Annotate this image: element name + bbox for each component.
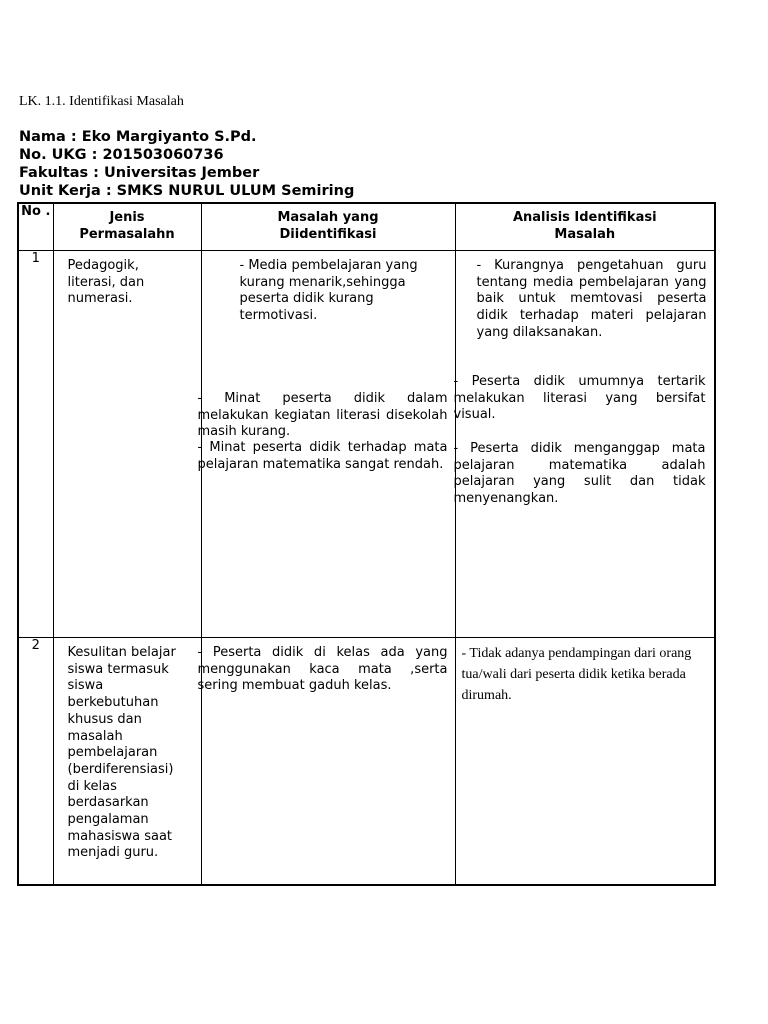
table-row [18,638,715,886]
masalah-cell [197,638,455,886]
header-masalah-text: Masalah yang Diidentifikasi [277,210,379,242]
masalah-item: - Minat peserta didik dalam melakukan kegiatan literasi disekolah masih kurang. [197,391,448,440]
worksheet-title: LK. 1.1. Identifikasi Masalah [19,94,184,109]
analisis-item: - Peserta didik umumnya tertarik melakukan literasi yang bersifat visual. [453,374,706,423]
analisis-cell [455,251,715,638]
masalah-item: - Minat peserta didik terhadap mata pelajaran matematika sangat rendah. [197,440,448,472]
masalah-cell [197,251,455,638]
table-row [18,251,715,638]
masalah-item: - Peserta didik di kelas ada yang menggunakan kaca mata ,serta sering membuat gaduh kelas. [197,645,448,694]
jenis-text: Pedagogik, literasi, dan numerasi. [67,258,145,307]
identity-block [19,128,354,200]
unit-kerja-line: Unit Kerja : SMKS NURUL ULUM Semiring [19,183,355,199]
analisis-item: - Kurangnya pengetahuan guru tentang media pembelajaran yang baik untuk memtovasi peserta didik terhadap materi pelajaran yang dilaksanakan. [476,258,707,340]
ukg-line: No. UKG : 201503060736 [19,147,224,163]
nama-line: Nama : Eko Margiyanto S.Pd. [19,129,257,145]
header-masalah [201,203,455,251]
jenis-cell [53,251,201,638]
analisis-cell [455,638,715,886]
header-analisis-text: Analisis Identifikasi Masalah [512,210,657,242]
analisis-item: - Tidak adanya pendampingan dari orang tua/wali dari peserta didik ketika berada dirumah. [461,646,692,703]
header-jenis-text: Jenis Permasalahn [79,210,175,242]
jenis-text: Kesulitan belajar siswa termasuk siswa berkebutuhan khusus dan masalah pembelajaran (berdiferensiasi) di kelas berdasarkan pengalaman mahasiswa saat menjadi guru. [67,645,176,861]
header-jenis [53,203,201,251]
jenis-cell [53,638,201,886]
header-analisis [455,203,715,251]
row-number: 1 [18,251,53,638]
analisis-item: - Peserta didik menganggap mata pelajaran matematika adalah pelajaran yang sulit dan tidak menyenangkan. [453,441,706,507]
row-number: 2 [18,638,53,886]
table-header-row [18,203,715,251]
header-no: No . [18,203,53,251]
identification-table [17,202,716,886]
masalah-item: - Media pembelajaran yang kurang menarik,sehingga peserta didik kurang termotivasi. [239,258,418,324]
fakultas-line: Fakultas : Universitas Jember [19,165,260,181]
